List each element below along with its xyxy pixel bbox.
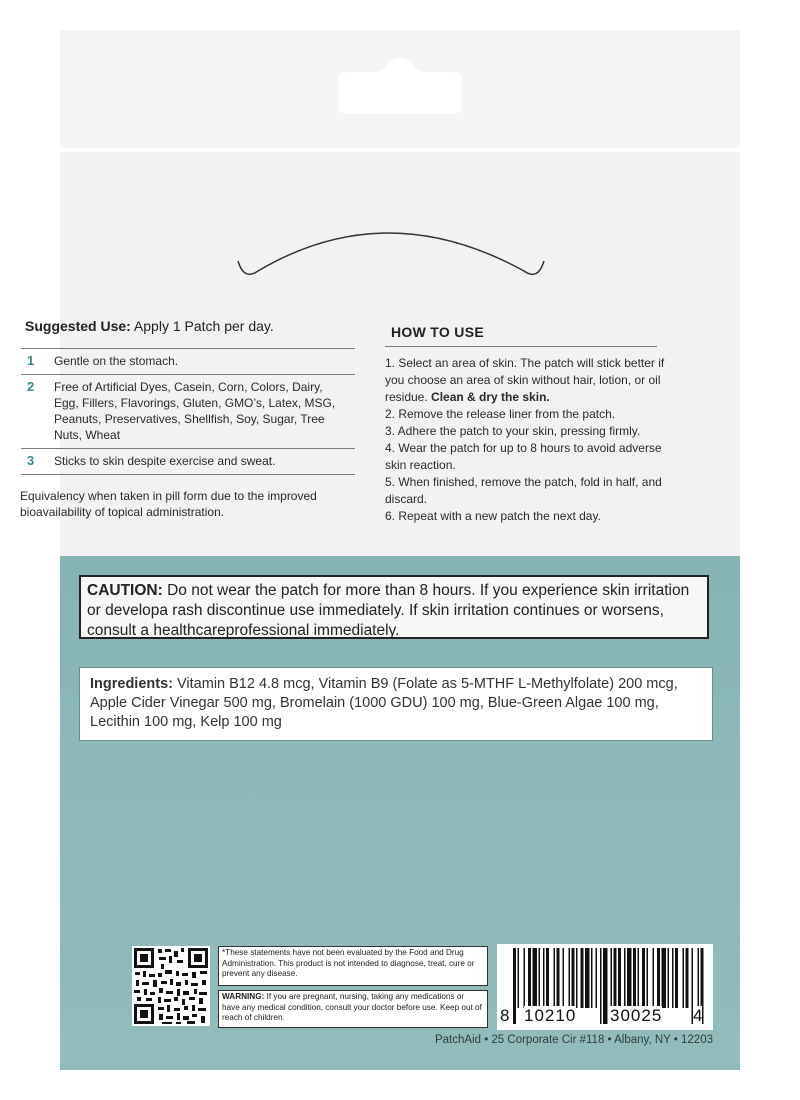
barcode-bar (642, 948, 645, 1008)
barcode-digits-left: 10210 (524, 1006, 577, 1025)
ingredients-box (79, 667, 713, 741)
barcode-bar (591, 948, 593, 1008)
list-item (21, 448, 355, 475)
caution-text: Do not wear the patch for more than 8 hours. If you experience skin irritation or developa rash discontinue use immediately. If skin irritation continues or worsens, consult a healthcareprofessional immediately. (87, 582, 690, 639)
barcode-bar (683, 948, 685, 1008)
step-1-text: 1. Select an area of skin. The patch will stick better if you choose an area of skin without hair, lotion, or oil residue. (385, 356, 665, 404)
ingredients-label: Ingredients: (90, 676, 173, 692)
barcode-bar (557, 948, 560, 1008)
caution-label: CAUTION: (87, 582, 163, 599)
step-4: 4. Wear the patch for up to 8 hours to avoid adverse skin reaction. (385, 441, 662, 472)
barcode-bar (668, 948, 670, 1008)
barcode-icon (497, 944, 713, 1030)
decorative-curve (236, 225, 546, 315)
ingredients-text: Vitamin B12 4.8 mcg, Vitamin B9 (Folate as 5-MTHF L-Methylfolate) 200 mcg, Apple Cider Vinegar 500 mg, Bromelain (1000 GDU) 100 mg, Blue-Green Algae 100 mg, Lecithin 100 mg, Kelp 100 mg (90, 676, 678, 730)
warning-label: WARNING: (222, 992, 265, 1001)
barcode-bar (572, 948, 575, 1008)
warning-box (218, 990, 488, 1028)
barcode-bar (513, 948, 516, 1024)
barcode-bar (528, 948, 531, 1008)
barcode-bar (569, 948, 571, 1008)
barcode-bar (581, 948, 584, 1008)
barcode-bar (653, 948, 655, 1008)
caution-box (79, 575, 709, 639)
barcode-bar (672, 948, 674, 1008)
barcode-bar (657, 948, 660, 1008)
barcode-bar (546, 948, 549, 1008)
barcode-digit-first: 8 (500, 1006, 510, 1025)
barcode-bar (596, 948, 598, 1008)
feature-list (21, 348, 355, 475)
suggested-use-text: Apply 1 Patch per day. (130, 318, 274, 334)
barcode-bar (603, 948, 608, 1024)
suggested-use (25, 318, 274, 334)
qr-code-icon (132, 946, 210, 1026)
barcode-bar (576, 948, 578, 1008)
barcode-bar (624, 948, 626, 1008)
hang-hole (318, 52, 482, 118)
barcode-bar (686, 948, 689, 1008)
barcode-bar (611, 948, 613, 1008)
company-address: PatchAid • 25 Corporate Cir #118 • Albany, NY • 12203 (434, 1034, 713, 1046)
disclaimer-block (218, 946, 490, 1028)
barcode-bar (600, 948, 602, 1024)
feature-number: 2 (27, 379, 35, 394)
feature-text: Free of Artificial Dyes, Casein, Corn, Colors, Dairy, Egg, Fillers, Flavorings, Gluten, GMO’s, Latex, MSG, Peanuts, Preservatives, Shellfish, Soy, Sugar, Tree Nuts, Wheat (54, 380, 336, 442)
barcode-bar (518, 948, 520, 1008)
barcode-bar (662, 948, 667, 1008)
step-6: 6. Repeat with a new patch the next day. (385, 509, 601, 523)
warning-text: If you are pregnant, nursing, taking any medications or have any medical condition, consult your doctor before use. Keep out of reach of children. (222, 992, 482, 1022)
barcode-bar (543, 948, 545, 1008)
feature-number: 1 (27, 353, 35, 368)
step-3: 3. Adhere the patch to your skin, pressing firmly. (385, 424, 641, 438)
barcode-bar (618, 948, 621, 1008)
barcode-bar (647, 948, 649, 1008)
divider (385, 346, 657, 347)
barcode-bar (585, 948, 590, 1008)
barcode-bar (533, 948, 538, 1008)
feature-number: 3 (27, 453, 35, 468)
barcode-bar (614, 948, 617, 1008)
hang-strip (60, 30, 740, 152)
equivalency-note: Equivalency when taken in pill form due to the improved bioavailability of topical administration. (20, 489, 317, 519)
step-5: 5. When finished, remove the patch, fold in half, and discard. (385, 475, 662, 506)
barcode-bar (563, 948, 565, 1008)
list-item (21, 374, 355, 448)
feature-text: Sticks to skin despite exercise and sweat. (54, 454, 276, 468)
barcode-bar (524, 948, 526, 1008)
barcode-bar (638, 948, 640, 1008)
barcode-bar (675, 948, 678, 1008)
how-to-use-steps (385, 355, 665, 525)
barcode-bar (633, 948, 636, 1008)
how-to-use-title: HOW TO USE (391, 324, 484, 340)
step-1 (385, 355, 665, 406)
barcode-bar (554, 948, 556, 1008)
barcode-digit-last: 4 (693, 1006, 703, 1025)
barcode-digits-right: 30025 (610, 1006, 663, 1025)
package-card (60, 30, 740, 1070)
feature-text: Gentle on the stomach. (54, 354, 179, 368)
step-2: 2. Remove the release liner from the patch. (385, 407, 616, 421)
list-item (21, 348, 355, 374)
qr-code-graphic (132, 946, 210, 1026)
barcode-bar (539, 948, 541, 1008)
barcode-bar (627, 948, 632, 1008)
step-1-emphasis: Clean & dry the skin. (431, 390, 550, 404)
suggested-use-label: Suggested Use: (25, 318, 131, 334)
fda-disclaimer: *These statements have not been evaluated by the Food and Drug Administration. This product is not intended to diagnose, treat, cure or prevent any disease. (218, 946, 488, 986)
